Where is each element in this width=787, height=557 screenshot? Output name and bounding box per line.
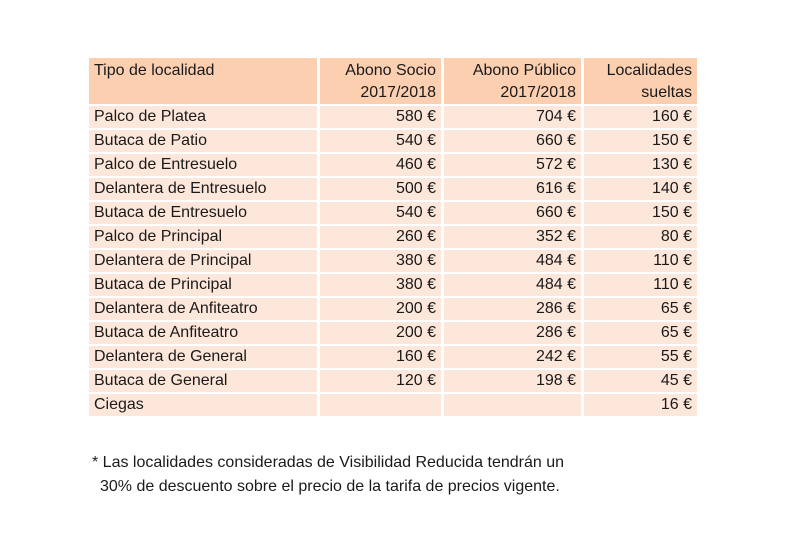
cell-tipo: Delantera de Principal <box>89 250 317 272</box>
header-type-label: Tipo de localidad <box>94 62 215 79</box>
header-publico-line1: Abono Público <box>472 62 576 79</box>
cell-abono-socio: 200 € <box>320 322 441 344</box>
cell-tipo: Palco de Principal <box>89 226 317 248</box>
cell-tipo: Palco de Platea <box>89 106 317 128</box>
cell-tipo: Butaca de Entresuelo <box>89 202 317 224</box>
cell-abono-publico: 616 € <box>444 178 581 200</box>
header-socio-line1: Abono Socio <box>345 62 436 79</box>
table-row <box>89 322 697 344</box>
cell-tipo: Butaca de Principal <box>89 274 317 296</box>
cell-abono-socio: 500 € <box>320 178 441 200</box>
cell-tipo: Butaca de General <box>89 370 317 392</box>
header-abono-socio <box>320 58 441 104</box>
cell-localidades-sueltas: 55 € <box>584 346 697 368</box>
cell-abono-socio: 580 € <box>320 106 441 128</box>
table-row <box>89 346 697 368</box>
footnote-line2: 30% de descuento sobre el precio de la tarifa de precios vigente. <box>100 478 560 495</box>
cell-localidades-sueltas: 80 € <box>584 226 697 248</box>
table-row <box>89 370 697 392</box>
cell-abono-publico: 352 € <box>444 226 581 248</box>
cell-abono-publico <box>444 394 581 416</box>
cell-localidades-sueltas: 130 € <box>584 154 697 176</box>
cell-abono-socio: 200 € <box>320 298 441 320</box>
table-row <box>89 274 697 296</box>
header-publico-line2: 2017/2018 <box>500 84 576 101</box>
cell-tipo: Butaca de Anfiteatro <box>89 322 317 344</box>
table-row <box>89 226 697 248</box>
cell-abono-publico: 286 € <box>444 322 581 344</box>
cell-abono-socio: 540 € <box>320 130 441 152</box>
cell-localidades-sueltas: 16 € <box>584 394 697 416</box>
cell-abono-socio: 460 € <box>320 154 441 176</box>
cell-abono-publico: 242 € <box>444 346 581 368</box>
cell-abono-socio: 380 € <box>320 250 441 272</box>
cell-localidades-sueltas: 65 € <box>584 322 697 344</box>
table-row <box>89 394 697 416</box>
cell-localidades-sueltas: 150 € <box>584 130 697 152</box>
cell-abono-socio <box>320 394 441 416</box>
table-header-row <box>89 58 697 104</box>
footnote-line1: * Las localidades consideradas de Visibilidad Reducida tendrán un <box>92 454 565 471</box>
cell-localidades-sueltas: 140 € <box>584 178 697 200</box>
table-body <box>89 106 697 416</box>
table-row <box>89 106 697 128</box>
cell-abono-socio: 380 € <box>320 274 441 296</box>
table-row <box>89 178 697 200</box>
cell-abono-publico: 286 € <box>444 298 581 320</box>
table-row <box>89 298 697 320</box>
header-sueltas-line1: Localidades <box>606 62 692 79</box>
cell-abono-publico: 572 € <box>444 154 581 176</box>
cell-localidades-sueltas: 110 € <box>584 274 697 296</box>
table-row <box>89 202 697 224</box>
cell-tipo: Delantera de Anfiteatro <box>89 298 317 320</box>
cell-abono-publico: 660 € <box>444 202 581 224</box>
cell-abono-publico: 484 € <box>444 274 581 296</box>
cell-abono-socio: 120 € <box>320 370 441 392</box>
cell-localidades-sueltas: 65 € <box>584 298 697 320</box>
table-row <box>89 154 697 176</box>
table-row <box>89 130 697 152</box>
header-localidades-sueltas <box>584 58 697 104</box>
cell-abono-publico: 484 € <box>444 250 581 272</box>
header-abono-publico <box>444 58 581 104</box>
header-sueltas-line2: sueltas <box>641 84 692 101</box>
cell-localidades-sueltas: 45 € <box>584 370 697 392</box>
cell-abono-socio: 260 € <box>320 226 441 248</box>
cell-tipo: Ciegas <box>89 394 317 416</box>
cell-localidades-sueltas: 150 € <box>584 202 697 224</box>
cell-tipo: Delantera de General <box>89 346 317 368</box>
cell-abono-socio: 160 € <box>320 346 441 368</box>
cell-tipo: Delantera de Entresuelo <box>89 178 317 200</box>
cell-abono-publico: 704 € <box>444 106 581 128</box>
price-table <box>86 56 700 418</box>
header-tipo-de-localidad <box>89 58 317 104</box>
cell-abono-publico: 198 € <box>444 370 581 392</box>
header-socio-line2: 2017/2018 <box>360 84 436 101</box>
cell-localidades-sueltas: 110 € <box>584 250 697 272</box>
cell-abono-socio: 540 € <box>320 202 441 224</box>
cell-abono-publico: 660 € <box>444 130 581 152</box>
footnote <box>92 451 564 499</box>
table-row <box>89 250 697 272</box>
cell-tipo: Palco de Entresuelo <box>89 154 317 176</box>
cell-tipo: Butaca de Patio <box>89 130 317 152</box>
cell-localidades-sueltas: 160 € <box>584 106 697 128</box>
